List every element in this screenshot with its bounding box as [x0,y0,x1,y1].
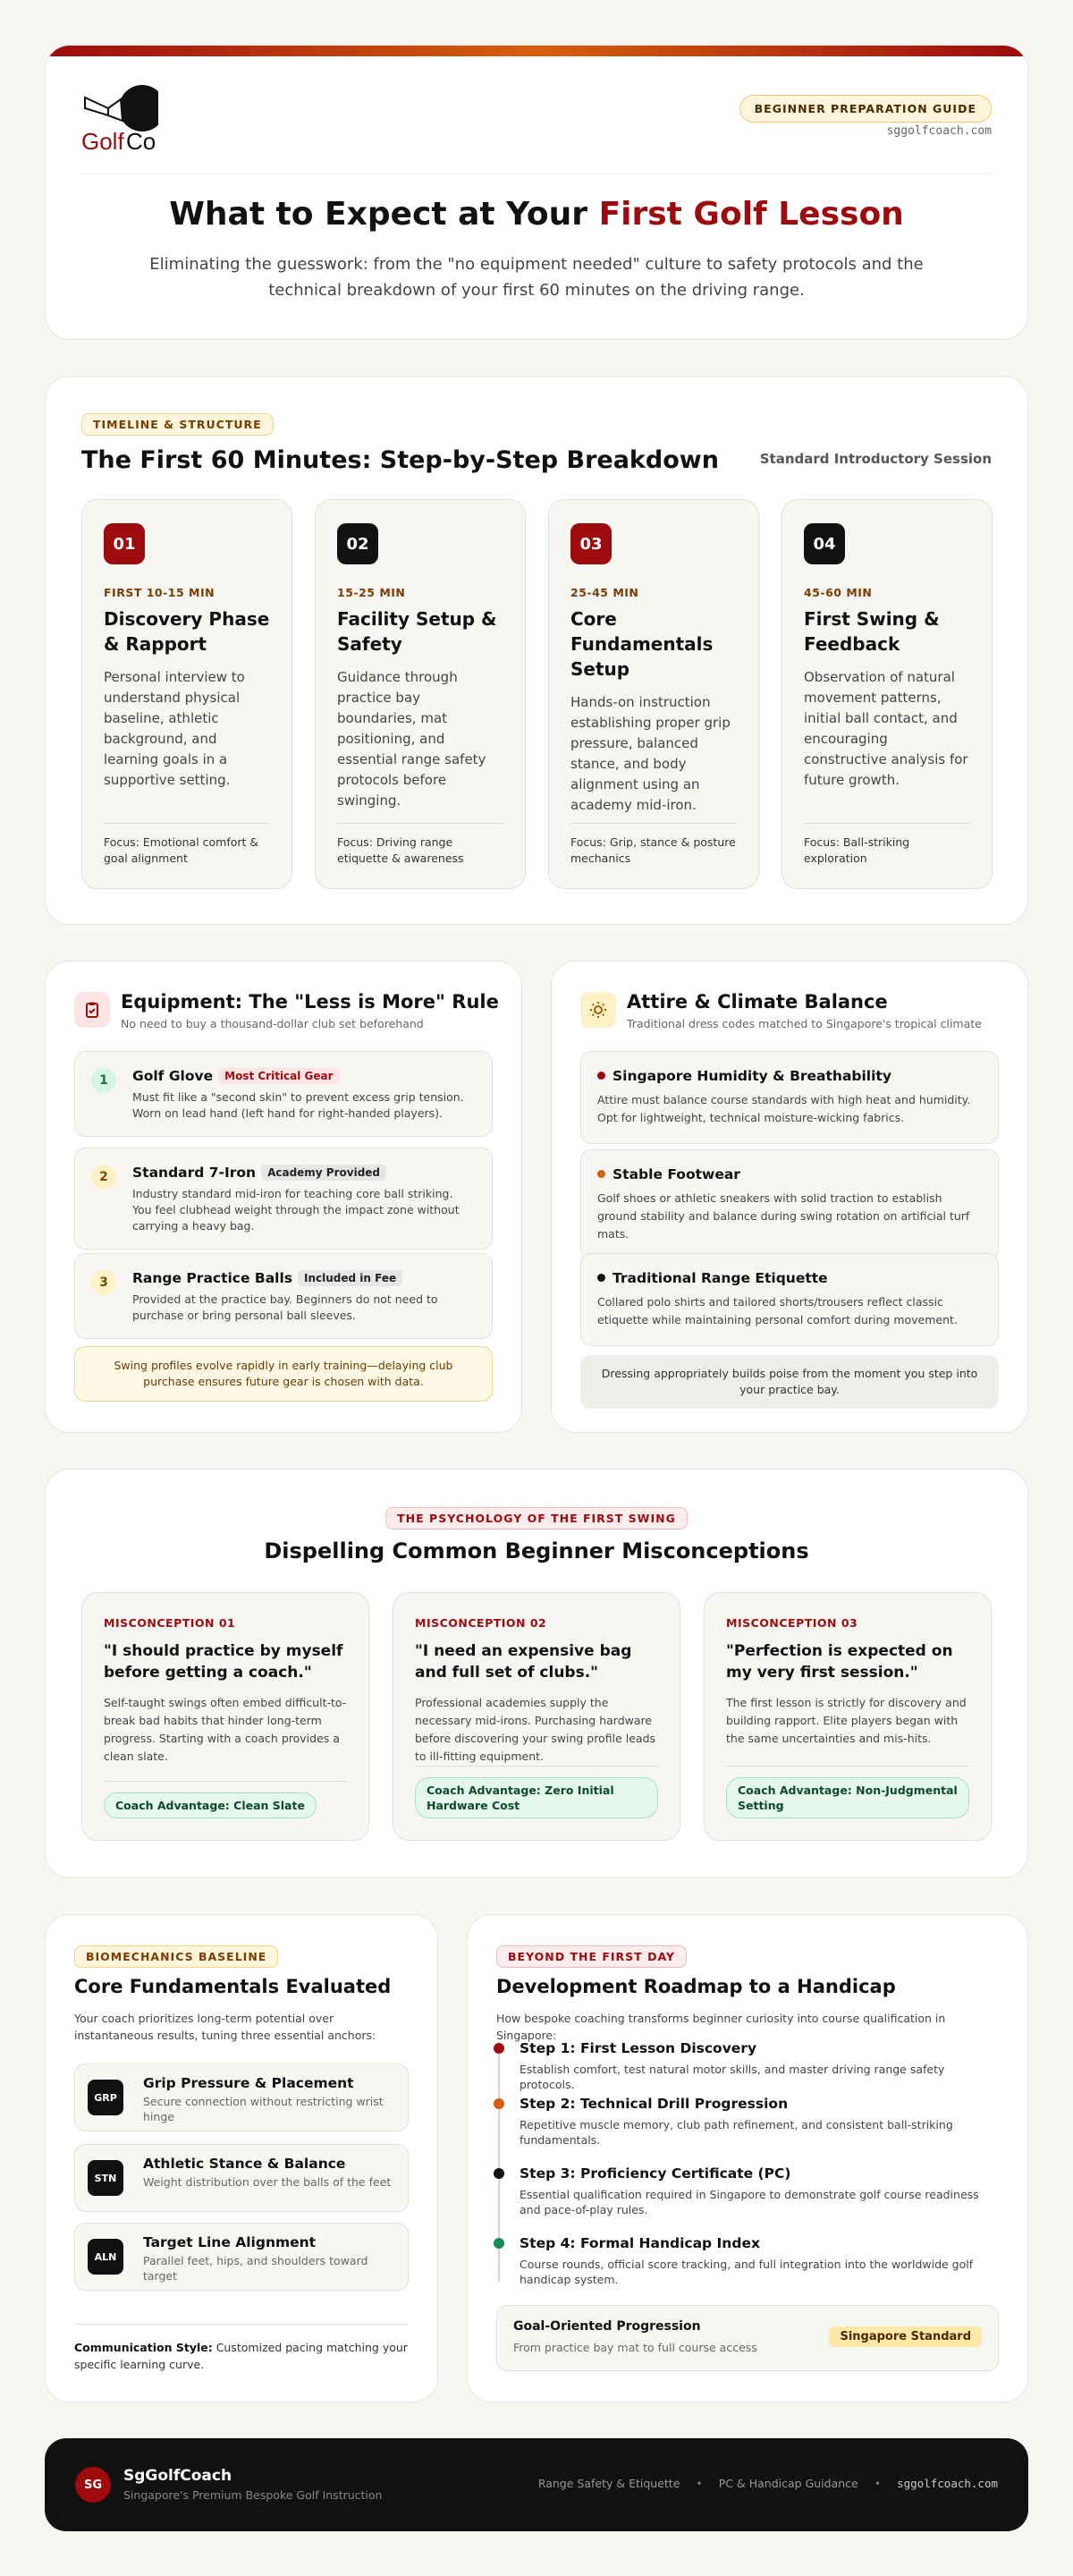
hero-accent-bar [46,46,1027,56]
step-desc: Personal interview to understand physical baseline, athletic background, and learning goals in a supportive setting. [104,669,245,788]
attire-title: Attire & Climate Balance [627,991,888,1013]
footer [45,2438,1028,2531]
roadmap-dot-icon [494,2168,504,2179]
timeline-card [45,376,1028,925]
footer-avatar: SG [75,2467,111,2503]
fundamental-code-icon: ALN [88,2239,123,2275]
roadmap-step [496,2040,999,2092]
page-title: What to Expect at Your First Golf Lesson [169,196,904,233]
roadmap-dot-icon [494,2043,504,2054]
misconception-card [393,1592,680,1841]
roadmap-card [467,1914,1028,2402]
misconception-desc: The first lesson is strictly for discovery and building rapport. Elite players began with the same uncertainties and mis-hits. [726,1696,967,1745]
coach-advantage-badge: Coach Advantage: Zero Initial Hardware Cost [415,1777,658,1818]
timeline-step [548,499,759,889]
fundamental-code-icon: STN [88,2160,123,2196]
fundamental-title: Grip Pressure & Placement [143,2075,354,2091]
site-url[interactable]: sggolfcoach.com [886,124,992,138]
biomechanics-card [45,1914,438,2402]
svg-text:Golf: Golf [81,128,124,155]
coach-advantage [104,1781,347,1818]
fundamental-desc: Secure connection without restricting wrist hinge [143,2095,384,2123]
roadmap-title: Development Roadmap to a Handicap [496,1976,896,1997]
fundamental-item [74,2223,409,2291]
page-subtitle: Eliminating the guesswork: from the "no equipment needed" culture to safety protocols and the technical breakdown of your first 60 minutes on the driving range. [149,255,924,300]
equipment-item [74,1253,493,1339]
timeline-step [81,499,292,889]
misconception-quote: "I should practice by myself before getting a coach." [104,1642,343,1682]
item-tag: Most Critical Gear [218,1068,339,1084]
fundamental-code-icon: GRP [88,2080,123,2115]
timeline-step [315,499,526,889]
misconception-label: MISCONCEPTION 03 [726,1616,858,1630]
item-title: Range Practice Balls Included in Fee [132,1270,474,1286]
misconception-card [81,1592,369,1841]
coach-advantage [415,1766,658,1818]
step-time: 45-60 MIN [804,586,873,599]
item-number: 2 [91,1165,116,1190]
misconception-card [704,1592,992,1841]
roadmap-step [496,2235,999,2287]
item-tag: Academy Provided [261,1165,386,1181]
step-title: Discovery Phase & Rapport [104,608,270,655]
equipment-card [45,961,522,1433]
step-desc: Guidance through practice bay boundaries, mat positioning, and essential range safety protocols before swinging. [337,669,486,809]
misconceptions-title: Dispelling Common Beginner Misconceptions [264,1538,809,1563]
footer-link-handicap[interactable]: PC & Handicap Guidance [718,2477,858,2490]
equipment-title: Equipment: The "Less is More" Rule [121,991,499,1013]
step-number: 02 [337,523,378,564]
attire-item-desc: Attire must balance course standards with high heat and humidity. Opt for lightweight, technical moisture-wicking fabrics. [597,1093,971,1124]
golfcoach-logo [81,81,158,158]
attire-subtitle: Traditional dress codes matched to Singapore's tropical climate [627,1017,982,1030]
footer-site-link[interactable]: sggolfcoach.com [897,2477,998,2490]
step-focus: Focus: Grip, stance & posture mechanics [570,823,737,867]
roadmap-step-title: Step 4: Formal Handicap Index [520,2235,760,2251]
biomechanics-pill: BIOMECHANICS BASELINE [74,1945,278,1968]
step-number: 04 [804,523,845,564]
attire-item-desc: Collared polo shirts and tailored shorts/trousers reflect classic etiquette while maintaining personal comfort during movement. [597,1295,958,1326]
bullet-dot-icon [597,1274,605,1282]
roadmap-dot-icon [494,2238,504,2249]
attire-item [580,1253,999,1346]
item-desc: Must fit like a "second skin" to prevent excess grip tension. Worn on lead hand (left hand for right-handed players). [132,1090,464,1120]
goal-desc: From practice bay mat to full course access [513,2341,757,2354]
fundamental-desc: Weight distribution over the balls of the feet [143,2175,392,2189]
item-title: Golf Glove Most Critical Gear [132,1068,474,1084]
step-title: Core Fundamentals Setup [570,608,714,680]
step-time: 15-25 MIN [337,586,406,599]
roadmap-step-title: Step 3: Proficiency Certificate (PC) [520,2165,791,2182]
step-title: First Swing & Feedback [804,608,940,655]
title-highlight: First Golf Lesson [598,196,904,233]
roadmap-step-title: Step 1: First Lesson Discovery [520,2040,757,2056]
item-number: 1 [91,1068,116,1093]
footer-links [538,2477,998,2490]
attire-card [551,961,1028,1433]
coach-advantage [726,1766,969,1818]
step-time: FIRST 10-15 MIN [104,586,215,599]
step-focus: Focus: Emotional comfort & goal alignment [104,823,270,867]
footer-tagline: Singapore's Premium Bespoke Golf Instruction [123,2488,383,2502]
timeline-title: The First 60 Minutes: Step-by-Step Breakdown [81,446,719,474]
roadmap-step-desc: Repetitive muscle memory, club path refinement, and consistent ball-striking fundamentals. [520,2118,953,2147]
fundamental-item [74,2063,409,2131]
singapore-standard-badge: Singapore Standard [829,2326,982,2347]
roadmap-step-desc: Course rounds, official score tracking, and full integration into the worldwide golf handicap system. [520,2258,974,2286]
footer-link-safety[interactable]: Range Safety & Etiquette [537,2477,680,2490]
roadmap-pill: BEYOND THE FIRST DAY [496,1945,687,1968]
step-desc: Hands-on instruction establishing proper grip pressure, balanced stance, and body alignment using an academy mid-iron. [570,694,731,813]
misconception-desc: Self-taught swings often embed difficult-to-break bad habits that hinder long-term progress. Starting with a coach provides a clean slate. [104,1696,347,1763]
misconception-quote: "I need an expensive bag and full set of clubs." [415,1642,632,1682]
step-desc: Observation of natural movement patterns, initial ball contact, and encouraging constructive analysis for future growth. [804,669,968,788]
timeline-pill: TIMELINE & STRUCTURE [81,413,274,436]
fundamental-item [74,2144,409,2212]
equipment-item [74,1148,493,1250]
roadmap-subtitle: How bespoke coaching transforms beginner curiosity into course qualification in Singapore: [496,2012,946,2042]
hero-card [45,45,1028,340]
step-title: Facility Setup & Safety [337,608,497,655]
step-number: 03 [570,523,612,564]
footer-bullet: • [696,2477,703,2490]
misconception-desc: Professional academies supply the necessary mid-irons. Purchasing hardware before discovering your swing profile leads to ill-fitting equipment. [415,1696,656,1763]
equipment-subtitle: No need to buy a thousand-dollar club set beforehand [121,1017,424,1030]
timeline-step [782,499,993,889]
coach-advantage-badge: Coach Advantage: Non-Judgmental Setting [726,1777,969,1818]
svg-text:Co: Co [126,128,156,155]
session-label: Standard Introductory Session [759,451,992,467]
attire-item [580,1051,999,1144]
goal-box [496,2305,999,2371]
goal-title: Goal-Oriented Progression [513,2319,701,2334]
sun-icon [580,992,616,1028]
equipment-note: Swing profiles evolve rapidly in early training—delaying club purchase ensures future gear is chosen with data. [74,1346,493,1402]
fundamental-title: Athletic Stance & Balance [143,2156,346,2172]
fundamental-desc: Parallel feet, hips, and shoulders toward target [143,2254,368,2283]
communication-style: Communication Style: Customized pacing matching your specific learning curve. [74,2324,409,2373]
attire-item-desc: Golf shoes or athletic sneakers with solid traction to establish ground stability and balance during swing rotation on artificial turf mats. [597,1191,970,1241]
attire-item [580,1149,999,1260]
item-number: 3 [91,1270,116,1295]
coach-advantage-badge: Coach Advantage: Clean Slate [104,1792,317,1818]
roadmap-step-desc: Establish comfort, test natural motor skills, and master driving range safety protocols. [520,2063,945,2091]
roadmap-step-desc: Essential qualification required in Singapore to demonstrate golf course readiness and pace-of-play rules. [520,2188,979,2216]
biomechanics-title: Core Fundamentals Evaluated [74,1976,392,1997]
footer-bullet: • [874,2477,882,2490]
item-tag: Included in Fee [298,1270,402,1286]
item-desc: Provided at the practice bay. Beginners do not need to purchase or bring personal ball sleeves. [132,1292,438,1322]
equipment-item [74,1051,493,1137]
roadmap-step [496,2165,999,2217]
attire-item-title: Traditional Range Etiquette [597,1270,982,1286]
roadmap-dot-icon [494,2098,504,2109]
bullet-dot-icon [597,1072,605,1080]
clipboard-icon [74,992,110,1028]
misconception-quote: "Perfection is expected on my very first session." [726,1642,953,1682]
step-focus: Focus: Driving range etiquette & awareness [337,823,503,867]
attire-item-title: Stable Footwear [597,1166,982,1182]
item-title: Standard 7-Iron Academy Provided [132,1165,474,1181]
misconception-label: MISCONCEPTION 02 [415,1616,547,1630]
step-time: 25-45 MIN [570,586,639,599]
biomechanics-subtitle: Your coach prioritizes long-term potential over instantaneous results, tuning three essential anchors: [74,2012,376,2042]
step-focus: Focus: Ball-striking exploration [804,823,970,867]
footer-brand: SgGolfCoach [123,2467,232,2485]
misconception-label: MISCONCEPTION 01 [104,1616,236,1630]
roadmap-step [496,2096,999,2148]
roadmap-step-title: Step 2: Technical Drill Progression [520,2096,789,2112]
misconceptions-card [45,1469,1028,1878]
psychology-pill: THE PSYCHOLOGY OF THE FIRST SWING [385,1507,688,1530]
item-desc: Industry standard mid-iron for teaching core ball striking. You feel clubhead weight through the impact zone without carrying a heavy bag. [132,1187,460,1233]
fundamental-title: Target Line Alignment [143,2234,317,2250]
step-number: 01 [104,523,145,564]
attire-note: Dressing appropriately builds poise from the moment you step into your practice bay. [580,1355,999,1409]
attire-item-title: Singapore Humidity & Breathability [597,1068,982,1084]
bullet-dot-icon [597,1170,605,1178]
guide-badge: BEGINNER PREPARATION GUIDE [739,95,992,123]
